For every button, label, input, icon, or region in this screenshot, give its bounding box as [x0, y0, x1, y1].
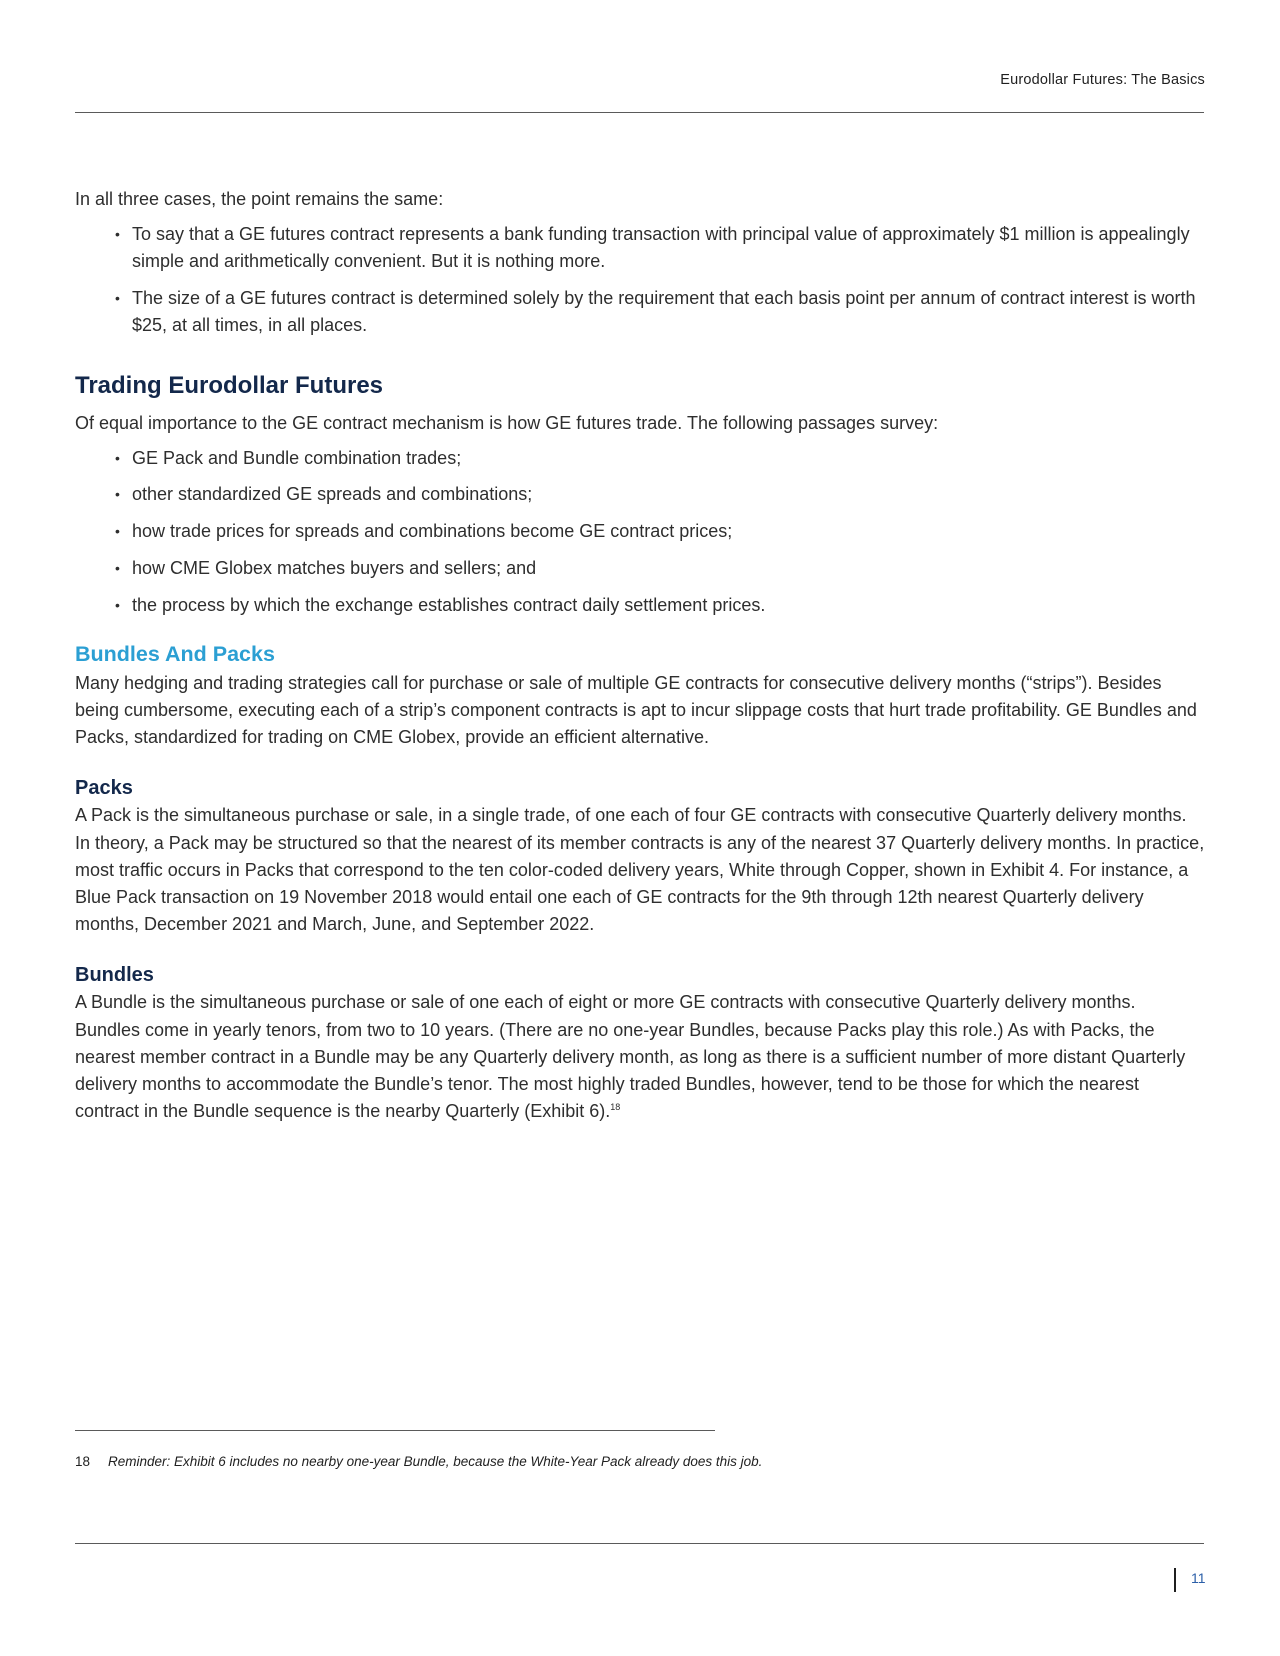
bundles-and-packs-paragraph: Many hedging and trading strategies call for purchase or sale of multiple GE contracts for consecutive delivery months (“strips”). Besides being cumbersome, executing each of a strip’s component contracts is apt to incur slippage costs that hurt trade profitability. GE Bundles and Packs, standardized for trading on CME Globex, provide an efficient alternative.: [75, 672, 1197, 748]
subheading-packs: Packs: [75, 777, 133, 800]
running-header-title: Eurodollar Futures: The Basics: [1000, 72, 1205, 88]
list-item: • GE Pack and Bundle combination trades;: [75, 445, 1205, 472]
footnote-number: 18: [75, 1454, 91, 1469]
subheading-bundles-and-packs: Bundles And Packs: [75, 641, 275, 666]
intro-bullet-list: [75, 221, 1205, 339]
footnote: [75, 1454, 1175, 1469]
trading-lead: Of equal importance to the GE contract mechanism is how GE futures trade. The following passages survey:: [75, 412, 939, 433]
list-item: • To say that a GE futures contract represents a bank funding transaction with principal value of approximately $1 million is appealingly simple and arithmetically convenient. But it is nothing more.: [75, 221, 1205, 275]
trading-bullet-list: [75, 445, 1205, 619]
intro-lead: In all three cases, the point remains the same:: [75, 189, 444, 209]
list-item: • other standardized GE spreads and combinations;: [75, 481, 1205, 508]
bundles-paragraph-text: A Bundle is the simultaneous purchase or sale of one each of eight or more GE contracts with consecutive Quarterly delivery months. Bundles come in yearly tenors, from two to 10 years. (There are no one-year Bundles, because Packs play this role.) As with Packs, the nearest member contract in a Bundle may be any Quarterly delivery month, as long as there is a sufficient number of more distant Quarterly delivery months to accommodate the Bundle’s tenor. The most highly traded Bundles, however, tend to be those for which the nearest contract in the Bundle sequence is the nearby Quarterly (Exhibit 6).: [75, 992, 1186, 1122]
footnote-text: Reminder: Exhibit 6 includes no nearby one-year Bundle, because the White-Year Pack already does this job.: [108, 1454, 763, 1469]
list-item: • the process by which the exchange establishes contract daily settlement prices.: [75, 592, 1205, 619]
list-item: • how trade prices for spreads and combinations become GE contract prices;: [75, 518, 1205, 545]
page-body: [75, 186, 1205, 1125]
footnote-divider: [75, 1430, 715, 1431]
section-heading-trading: Trading Eurodollar Futures: [75, 371, 384, 399]
list-item: • The size of a GE futures contract is determined solely by the requirement that each basis point per annum of contract interest is worth $25, at all times, in all places.: [75, 285, 1205, 339]
footer-divider: [75, 1543, 1204, 1544]
bundles-paragraph: [75, 989, 1205, 1125]
list-item: • how CME Globex matches buyers and sellers; and: [75, 555, 1205, 582]
header-divider: [75, 112, 1204, 113]
subheading-bundles: Bundles: [75, 964, 154, 987]
page-number: 11: [1191, 1570, 1206, 1586]
packs-paragraph: A Pack is the simultaneous purchase or sale, in a single trade, of one each of four GE contracts with consecutive Quarterly delivery months. In theory, a Pack may be structured so that the nearest of its member contracts is any of the nearest 37 Quarterly delivery months. In practice, most traffic occurs in Packs that correspond to the ten color-coded delivery years, White through Copper, shown in Exhibit 4. For instance, a Blue Pack transaction on 19 November 2018 would entail one each of GE contracts for the 9th through 12th nearest Quarterly delivery months, December 2021 and March, June, and September 2022.: [75, 805, 1205, 935]
footnote-reference[interactable]: 18: [610, 1102, 621, 1113]
page-number-bar: [1174, 1568, 1176, 1592]
